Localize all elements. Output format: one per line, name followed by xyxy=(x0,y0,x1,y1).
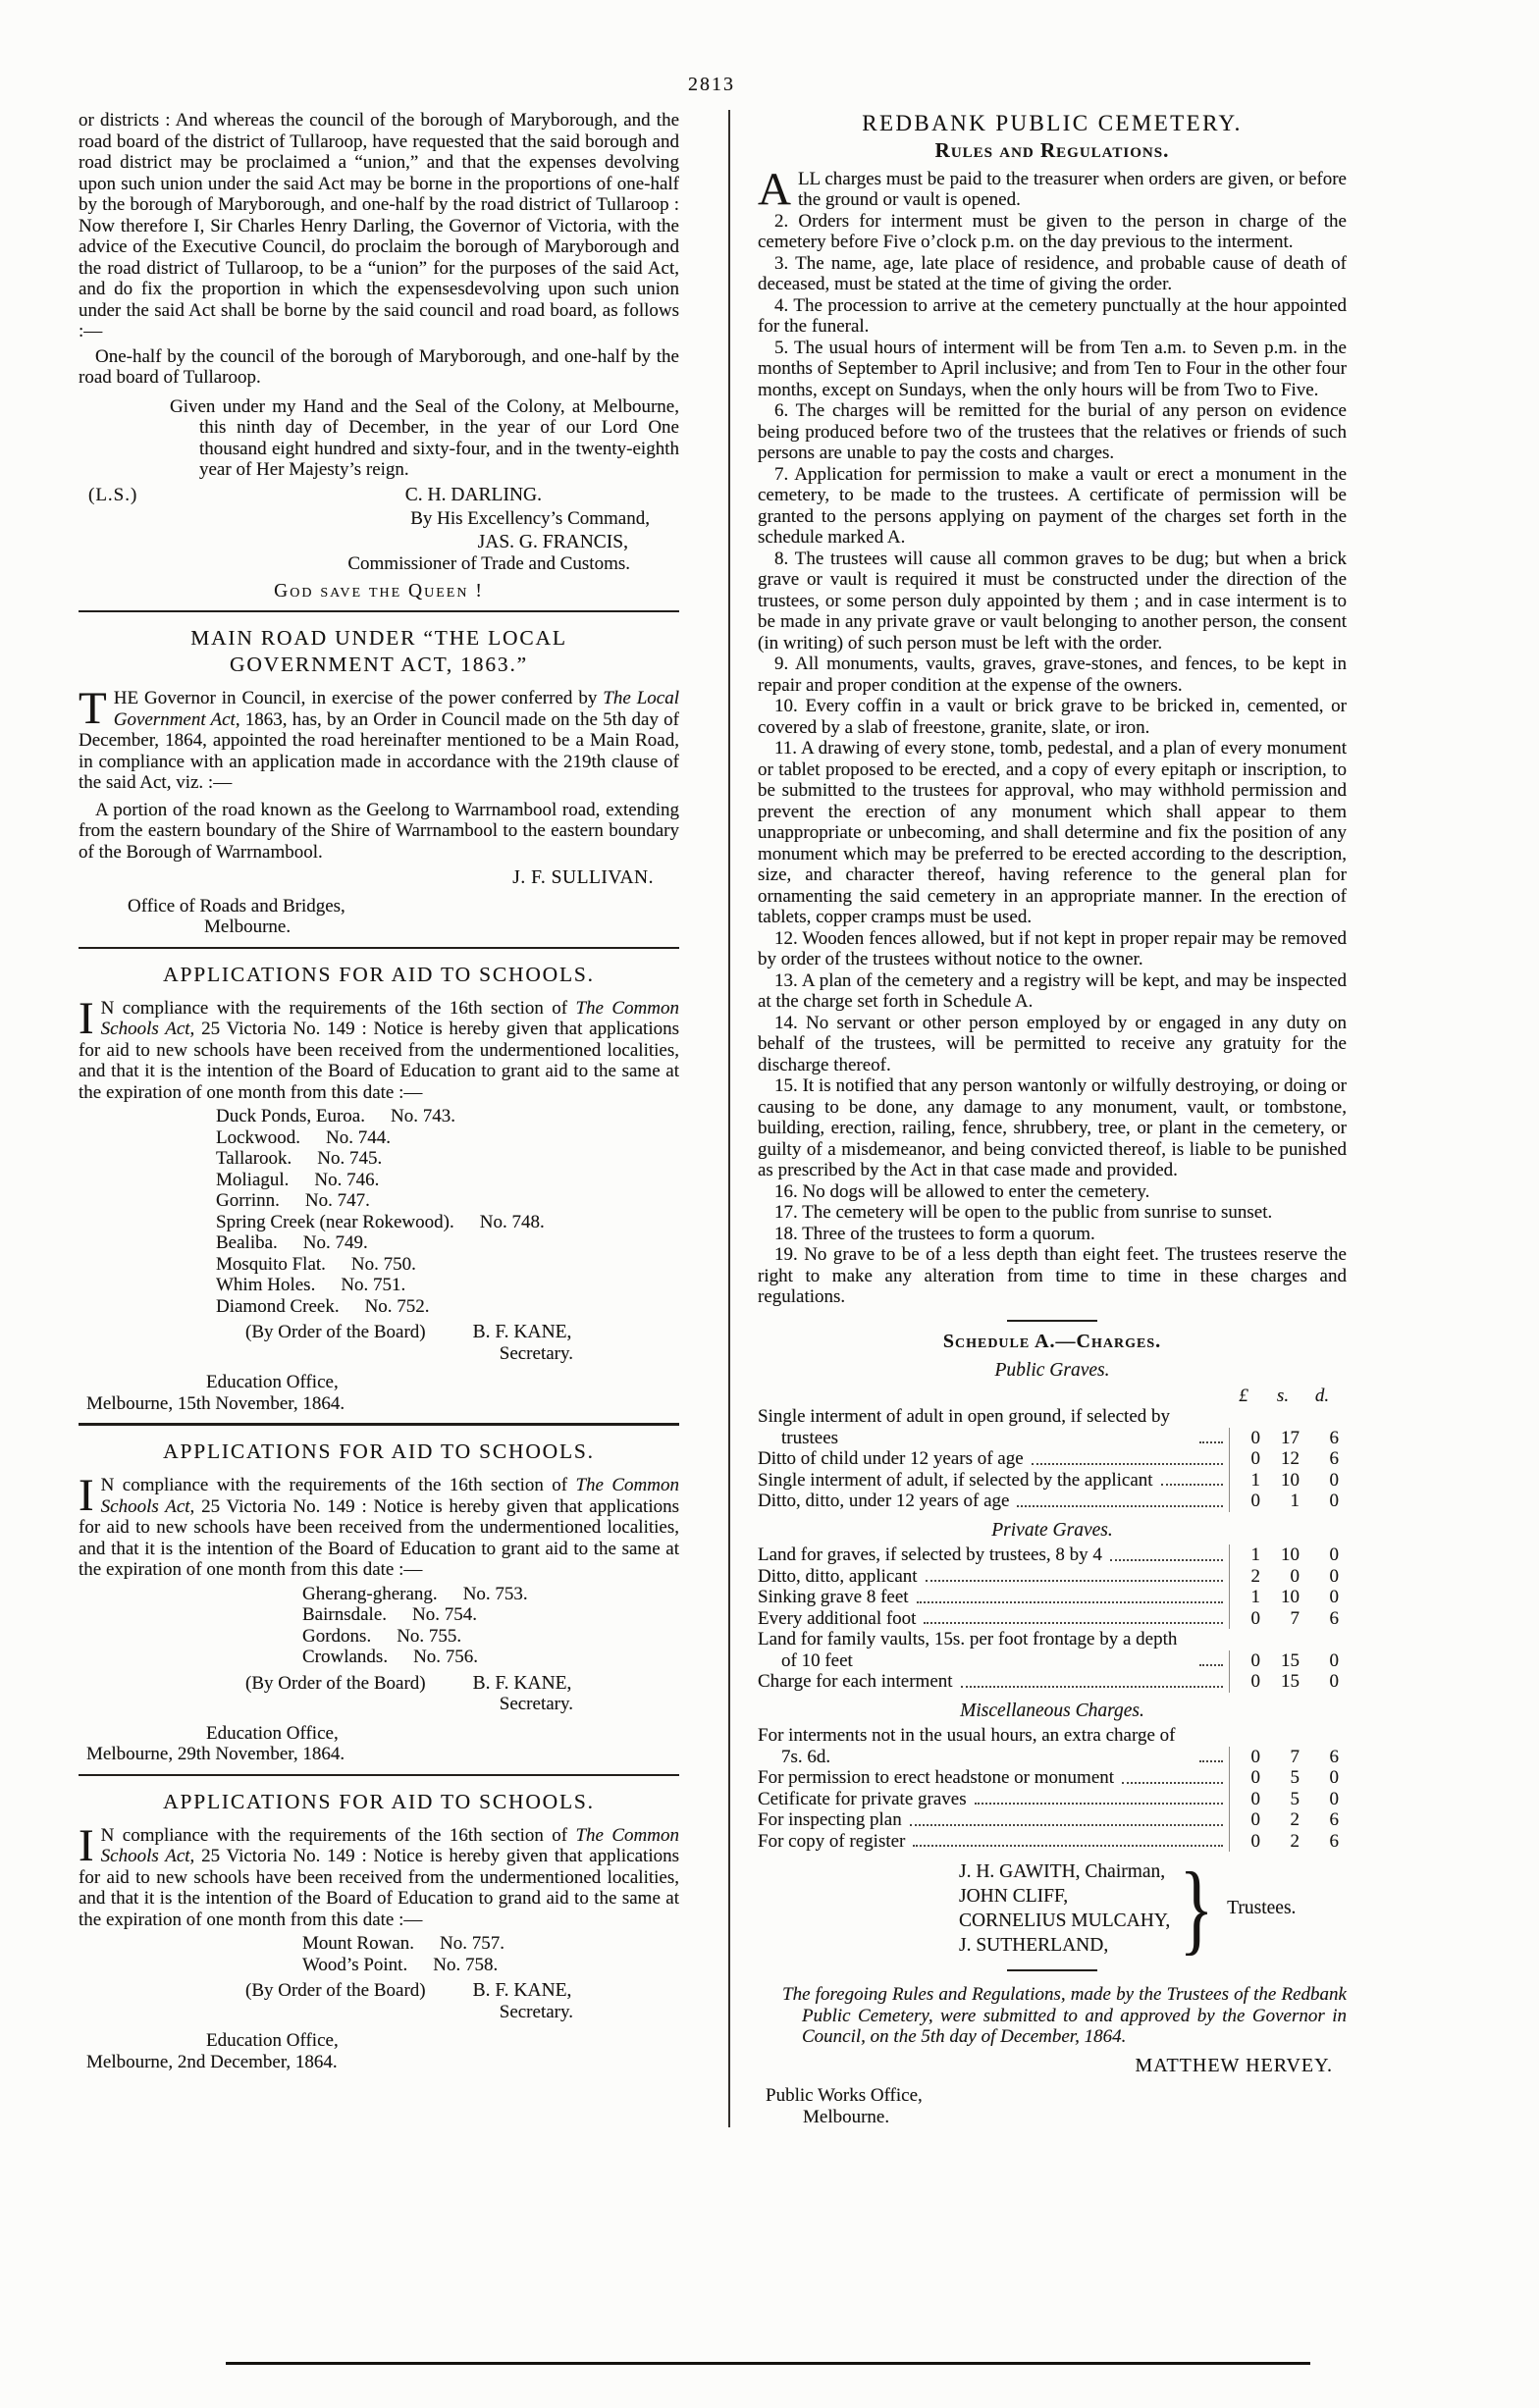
cemetery-rule: 9. All monuments, vaults, graves, grave-stones, and fences, to be kept in repair and proper condition at the expense of the owners. xyxy=(758,654,1347,696)
charge-row xyxy=(758,1789,1347,1810)
by-order-of-board: (By Order of the Board) xyxy=(245,1322,426,1342)
charge-description: Charge for each interment xyxy=(758,1671,953,1692)
education-office-date: Melbourne, 15th November, 1864. xyxy=(86,1392,345,1414)
schools-heading-3: APPLICATIONS FOR AID TO SCHOOLS. xyxy=(163,1789,595,1813)
schools-body-1 xyxy=(79,992,679,1104)
charge-description: Land for family vaults, 15s. per foot frontage by a depth of 10 feet xyxy=(758,1629,1178,1671)
school-list-item xyxy=(216,1148,679,1170)
public-graves-heading: Public Graves. xyxy=(994,1360,1110,1381)
pence-value: 0 xyxy=(1329,1469,1339,1491)
road-description: A portion of the road known as the Geelong to Warrnambool road, extending from the eastern boundary of the Shire of Warrnambool to the eastern boundary of the Borough of Warrnambool. xyxy=(79,799,679,863)
main-road-heading: MAIN ROAD UNDER “THE LOCAL GOVERNMENT ACT, 1863.” xyxy=(190,626,567,676)
private-graves-heading: Private Graves. xyxy=(991,1519,1113,1541)
school-list-item xyxy=(216,1170,679,1191)
by-order-row xyxy=(245,1673,679,1695)
commander-name: JAS. G. FRANCIS, xyxy=(477,531,628,552)
section-divider xyxy=(79,1423,679,1426)
school-name: Lockwood. xyxy=(216,1126,301,1148)
trustees-signature-block xyxy=(959,1852,1347,1964)
pounds-value: 1 xyxy=(1229,1587,1268,1608)
dot-leader xyxy=(1110,1559,1223,1561)
secretary-title: Secretary. xyxy=(499,1694,573,1714)
school-list-1 xyxy=(79,1106,679,1317)
trustee-name: CORNELIUS MULCAHY, xyxy=(959,1911,1171,1931)
cemetery-rule: 15. It is notified that any person wantonly or wilfully destroying, or doing or causing to be done, any damage to any monument, vault, or tombstone, building, erection, railing, fence, shrubbery, tree, or plant in the cemetery, or guilty of a misdemeanor, and being convicted thereof, is liable to be punished as prescribed by the Act in that case made and provided. xyxy=(758,1075,1347,1180)
dropcap-i: I xyxy=(79,1470,94,1521)
charge-description: Ditto, ditto, under 12 years of age xyxy=(758,1491,1010,1511)
schools-body-pre: N compliance with the requirements of the 16th section of xyxy=(100,1475,576,1495)
charge-description: Ditto of child under 12 years of age xyxy=(758,1448,1024,1469)
school-number: No. 756. xyxy=(413,1647,479,1667)
trustee-name: J. SUTHERLAND, xyxy=(959,1935,1109,1956)
sullivan-signature: J. F. SULLIVAN. xyxy=(512,867,654,888)
hervey-signature: MATTHEW HERVEY. xyxy=(1135,2054,1333,2076)
by-order-of-board: (By Order of the Board) xyxy=(245,1672,426,1694)
school-number: No. 748. xyxy=(479,1211,545,1232)
charge-row xyxy=(758,1629,1347,1671)
school-list-item xyxy=(302,1626,679,1648)
cemetery-rule: 3. The name, age, late place of residence, and probable cause of death of deceased, must be stated at the time of giving the order. xyxy=(758,252,1347,294)
cemetery-rule-1 xyxy=(758,163,1347,215)
charge-row xyxy=(758,1587,1347,1608)
trustees-brace: } xyxy=(1179,1852,1214,1964)
cemetery-rule: 6. The charges will be remitted for the burial of any person on evidence being produced before two of the trustees that the relatives or friends of such persons are unable to pay the costs and charges. xyxy=(758,400,1347,463)
schools-body-2 xyxy=(79,1470,679,1581)
public-works-office-line: Public Works Office, xyxy=(766,2085,923,2106)
dot-leader xyxy=(961,1686,1223,1688)
left-column xyxy=(79,110,679,2127)
section-divider xyxy=(79,610,679,612)
cemetery-rule: 10. Every coffin in a vault or brick grave to be bricked in, cemented, or covered by a slab of freestone, granite, slate, or iron. xyxy=(758,696,1347,738)
given-under-hand-paragraph: Given under my Hand and the Seal of the Colony, at Melbourne, this ninth day of December, in the year of our Lord One thousand eight hundred and sixty-four, and in the twenty-eighth year of Her Majesty’s reign. xyxy=(170,395,679,480)
local-government-act-title: The Local Government Act xyxy=(113,688,680,730)
shillings-header: s. xyxy=(1276,1385,1290,1406)
charge-row xyxy=(758,1544,1347,1566)
school-list-item xyxy=(216,1254,679,1276)
public-works-office-city: Melbourne. xyxy=(803,2106,890,2127)
charge-description: For interments not in the usual hours, an extra charge of 7s. 6d. xyxy=(758,1725,1176,1767)
dropcap-a: A xyxy=(758,163,791,215)
locus-sigilli: (L.S.) xyxy=(88,484,138,505)
pounds-value: 0 xyxy=(1229,1608,1268,1630)
charge-description: For inspecting plan xyxy=(758,1809,902,1830)
god-save-the-queen: God save the Queen ! xyxy=(274,580,484,602)
pounds-value: 0 xyxy=(1229,1767,1268,1789)
school-number: No. 743. xyxy=(390,1106,455,1126)
dot-leader xyxy=(1032,1463,1223,1465)
charge-row xyxy=(758,1671,1347,1693)
trustee-name: J. H. GAWITH, Chairman, xyxy=(959,1861,1166,1882)
school-list-item xyxy=(216,1106,679,1127)
school-name: Bealiba. xyxy=(216,1232,278,1253)
commander-title: Commissioner of Trade and Customs. xyxy=(347,553,630,574)
command-line: By His Excellency’s Command, xyxy=(410,508,650,529)
secretary-signature: B. F. KANE, xyxy=(472,1322,572,1342)
pounds-value: 0 xyxy=(1229,1671,1268,1693)
main-road-body-pre: HE Governor in Council, in exercise of the power conferred by xyxy=(113,688,604,708)
shillings-value: 7 xyxy=(1290,1607,1300,1629)
governor-signature: C. H. DARLING. xyxy=(404,484,542,505)
currency-header-row xyxy=(758,1386,1347,1407)
trustees-label: Trustees. xyxy=(1227,1898,1297,1919)
school-list-item xyxy=(216,1232,679,1254)
trustee-name: JOHN CLIFF, xyxy=(959,1886,1069,1907)
charge-row xyxy=(758,1470,1347,1492)
pounds-value: 0 xyxy=(1229,1747,1268,1768)
proclamation-continuation: or districts : And whereas the council of the borough of Maryborough, and the road board of the district of Tullaroop, have requested that the said borough and road district may be proclaimed a “union,” and that the expenses devolving upon such union under the said Act may be borne in the proportions of one-half by the borough of Maryborough, and one-half by the road district of Tullaroop : Now therefore I, Sir Charles Henry Darling, the Governor of Victoria, with the advice of the Executive Council, do proclaim the borough of Maryborough and the road district of Tullaroop, to be a “union” for the purposes of the said Act, and do fix the proportion in which the expensesdevolving upon such union under the said Act shall be borne by the said council and road board, as follows :— xyxy=(79,110,679,341)
pence-value: 0 xyxy=(1329,1767,1339,1788)
school-name: Moliagul. xyxy=(216,1169,290,1190)
main-road-body xyxy=(79,683,680,794)
cemetery-rule: 7. Application for permission to make a vault or erect a monument in the cemetery, to be made to the trustees. A certificate of permission will be granted to the persons applying on payment of the charges set forth in the schedule marked A. xyxy=(758,463,1347,548)
charge-row xyxy=(758,1831,1347,1853)
approval-divider xyxy=(1007,1969,1097,1971)
charge-description: For permission to erect headstone or monument xyxy=(758,1767,1115,1788)
school-list-2 xyxy=(79,1584,679,1668)
education-office-line: Education Office, xyxy=(206,2030,339,2051)
dropcap-i: I xyxy=(79,1819,94,1871)
school-name: Gorrinn. xyxy=(216,1190,280,1211)
secretary-title: Secretary. xyxy=(499,2001,573,2022)
apportionment-paragraph: One-half by the council of the borough of Maryborough, and one-half by the road board of Tullaroop. xyxy=(79,345,679,388)
cemetery-rule: 11. A drawing of every stone, tomb, pedestal, and a plan of every monument or tablet proposed to be erected, and a copy of every epitaph or inscription, to be submitted to the trustees for approval, who may withhold permission and prevent the erection of any monument which shall appear to them unappropriate or unbecoming, and shall determine and fix the position of any monument which may be preferred to be erected according to the description, size, and character thereof, having reference to the general plan for ornamenting the said cemetery in an appropriate manner. In the erection of tablets, copper cramps must be used. xyxy=(758,738,1347,927)
charge-description: For copy of register xyxy=(758,1830,906,1852)
school-number: No. 754. xyxy=(412,1604,477,1625)
charge-description: Single interment of adult in open ground, if selected by trustees xyxy=(758,1406,1171,1448)
schools-body-3 xyxy=(79,1819,679,1931)
dropcap-i: I xyxy=(79,992,94,1044)
pence-value: 0 xyxy=(1329,1649,1339,1671)
pence-value: 6 xyxy=(1329,1607,1339,1629)
education-office-line: Education Office, xyxy=(206,1372,339,1392)
cemetery-rule: 13. A plan of the cemetery and a registry will be kept, and may be inspected at the charge set forth in Schedule A. xyxy=(758,969,1347,1012)
section-divider xyxy=(79,1774,679,1776)
cemetery-rule: 16. No dogs will be allowed to enter the cemetery. xyxy=(774,1180,1150,1202)
education-office-line: Education Office, xyxy=(206,1722,339,1744)
pounds-value: 0 xyxy=(1229,1789,1268,1810)
secretary-signature: B. F. KANE, xyxy=(472,1980,572,2001)
pence-value: 0 xyxy=(1329,1544,1339,1565)
education-office-date: Melbourne, 2nd December, 1864. xyxy=(86,2051,338,2072)
cemetery-rule: 14. No servant or other person employed by or engaged in any duty on behalf of the trustees, will be permitted to receive any gratuity for the discharge thereof. xyxy=(758,1012,1347,1075)
school-number: No. 752. xyxy=(364,1295,430,1317)
charge-row xyxy=(758,1491,1347,1512)
school-list-item xyxy=(302,1955,679,1976)
pence-value: 6 xyxy=(1329,1746,1339,1767)
charge-row xyxy=(758,1406,1347,1448)
shillings-value: 12 xyxy=(1281,1448,1300,1469)
shillings-value: 10 xyxy=(1281,1544,1300,1565)
dropcap-t: T xyxy=(79,683,107,734)
school-number: No. 758. xyxy=(433,1954,499,1975)
shillings-value: 15 xyxy=(1281,1649,1300,1671)
charge-row xyxy=(758,1448,1347,1470)
pounds-value: 2 xyxy=(1229,1566,1268,1588)
shillings-value: 0 xyxy=(1290,1565,1300,1587)
section-divider xyxy=(79,947,679,949)
pounds-value: 0 xyxy=(1229,1650,1268,1672)
shillings-value: 10 xyxy=(1281,1469,1300,1491)
shillings-value: 17 xyxy=(1281,1427,1300,1448)
pounds-value: 0 xyxy=(1229,1491,1268,1512)
miscellaneous-charges-heading: Miscellaneous Charges. xyxy=(960,1700,1144,1721)
seal-signature-row xyxy=(79,485,679,506)
by-order-row xyxy=(245,1322,679,1343)
by-order-row xyxy=(245,1980,679,2002)
dot-leader xyxy=(1122,1782,1223,1784)
pounds-value: 0 xyxy=(1229,1428,1268,1449)
main-road-body-post: , 1863, has, by an Order in Council made on the 5th day of December, 1864, appointed the road hereinafter mentioned to be a Main Road, in compliance with an application made in accordance with the 219th clause of the said Act, viz. :— xyxy=(79,708,679,793)
pence-value: 0 xyxy=(1329,1565,1339,1587)
school-list-item xyxy=(216,1212,679,1233)
common-schools-act-title: The Common Schools Act xyxy=(100,1824,679,1866)
school-list-item xyxy=(302,1584,679,1605)
school-name: Mount Rowan. xyxy=(302,1933,414,1954)
school-name: Tallarook. xyxy=(216,1148,292,1169)
school-name: Diamond Creek. xyxy=(216,1295,340,1317)
pounds-header: £ xyxy=(1239,1385,1248,1406)
dot-leader xyxy=(913,1845,1223,1847)
charge-row xyxy=(758,1767,1347,1789)
cemetery-rule: 5. The usual hours of interment will be from Ten a.m. to Seven p.m. in the months of September to April inclusive; and from Ten to Four in the other four months, except on Sundays, when the only hours will be from Two to Five. xyxy=(758,337,1347,400)
dot-leader xyxy=(917,1601,1223,1603)
school-list-item xyxy=(302,1604,679,1626)
shillings-value: 15 xyxy=(1281,1671,1300,1692)
cemetery-rule: 17. The cemetery will be open to the public from sunrise to sunset. xyxy=(774,1202,1273,1223)
school-name: Mosquito Flat. xyxy=(216,1253,326,1275)
charge-row xyxy=(758,1809,1347,1831)
charge-row xyxy=(758,1566,1347,1588)
cemetery-rule: 19. No grave to be of a less depth than eight feet. The trustees reserve the right to make any alteration from time to time in these charges and regulations. xyxy=(758,1244,1347,1307)
school-number: No. 755. xyxy=(397,1625,462,1647)
shillings-value: 10 xyxy=(1281,1587,1300,1607)
education-office-date: Melbourne, 29th November, 1864. xyxy=(86,1744,345,1764)
schools-body-post: , 25 Victoria No. 149 : Notice is hereby given that applications for aid to new schools have been received from the undermentioned localities, and that it is the intention of the Board of Education to grand aid to the same at the expiration of one month from this date :— xyxy=(79,1846,679,1930)
dot-leader xyxy=(1017,1505,1223,1507)
pounds-value: 0 xyxy=(1229,1809,1268,1831)
pounds-value: 0 xyxy=(1229,1831,1268,1853)
school-number: No. 745. xyxy=(317,1148,383,1169)
school-name: Bairnsdale. xyxy=(302,1604,388,1625)
schedule-heading: Schedule A.—Charges. xyxy=(942,1330,1162,1352)
common-schools-act-title: The Common Schools Act xyxy=(100,1475,679,1517)
secretary-title: Secretary. xyxy=(499,1342,573,1364)
shillings-value: 7 xyxy=(1290,1746,1300,1767)
cemetery-rule: 18. Three of the trustees to form a quorum. xyxy=(774,1223,1095,1244)
pounds-value: 1 xyxy=(1229,1470,1268,1492)
school-list-item xyxy=(216,1127,679,1149)
cemetery-rule: 8. The trustees will cause all common graves to be dug; but when a brick grave or vault is required it must be constructed under the direction of the trustees, or some person duly appointed by them ; and in case interment is to be made in any private grave or vault belonging to another person, the consent (in writing) of such person must be left with the order. xyxy=(758,548,1347,654)
school-name: Wood’s Point. xyxy=(302,1954,408,1975)
school-name: Crowlands. xyxy=(302,1647,389,1667)
pence-value: 0 xyxy=(1329,1587,1339,1607)
right-column xyxy=(728,110,1347,2127)
pence-value: 0 xyxy=(1329,1491,1339,1511)
dot-leader xyxy=(1199,1441,1223,1443)
pence-header: d. xyxy=(1314,1385,1330,1406)
rule-1-body: LL charges must be paid to the treasurer when orders are given, or before the ground or vault is opened. xyxy=(797,168,1347,210)
school-name: Spring Creek (near Rokewood). xyxy=(216,1211,454,1232)
school-name: Duck Ponds, Euroa. xyxy=(216,1106,365,1126)
trustee-names xyxy=(959,1859,1170,1958)
pence-value: 6 xyxy=(1329,1427,1339,1448)
charge-description: Cetificate for private graves xyxy=(758,1788,967,1809)
cemetery-rule: 12. Wooden fences allowed, but if not kept in proper repair may be removed by order of the trustees without notice to the owner. xyxy=(758,927,1347,969)
by-order-of-board: (By Order of the Board) xyxy=(245,1980,426,2001)
pence-value: 0 xyxy=(1329,1671,1339,1692)
page-bottom-rule xyxy=(226,2362,1310,2365)
school-list-item xyxy=(302,1933,679,1955)
school-number: No. 746. xyxy=(314,1169,380,1190)
school-name: Whim Holes. xyxy=(216,1275,316,1295)
pounds-value: 0 xyxy=(1229,1448,1268,1470)
school-number: No. 744. xyxy=(326,1126,391,1148)
rules-subheading: Rules and Regulations. xyxy=(934,138,1170,162)
schools-body-pre: N compliance with the requirements of the 16th section of xyxy=(100,997,576,1019)
shillings-value: 2 xyxy=(1290,1830,1300,1852)
school-number: No. 751. xyxy=(341,1275,406,1295)
charge-description: Single interment of adult, if selected by the applicant xyxy=(758,1469,1153,1491)
school-number: No. 747. xyxy=(304,1190,370,1211)
school-name: Gherang-gherang. xyxy=(302,1583,438,1604)
cemetery-heading: REDBANK PUBLIC CEMETERY. xyxy=(862,111,1243,135)
school-list-item xyxy=(216,1190,679,1212)
school-list-3 xyxy=(79,1933,679,1975)
schools-body-post: , 25 Victoria No. 149 : Notice is hereby given that applications for aid to new schools have been received from the undermentioned localities, and that it is the intention of the Board of Education to grant aid to the same at the expiration of one month from this date :— xyxy=(79,1019,679,1103)
shillings-value: 5 xyxy=(1290,1767,1300,1788)
page-number: 2813 xyxy=(688,74,735,95)
charge-description: Land for graves, if selected by trustees, 8 by 4 xyxy=(758,1544,1102,1565)
pounds-value: 1 xyxy=(1229,1544,1268,1566)
shillings-value: 1 xyxy=(1290,1491,1300,1511)
school-number: No. 749. xyxy=(302,1232,368,1253)
school-number: No. 750. xyxy=(350,1253,416,1275)
cemetery-rule: 4. The procession to arrive at the cemetery punctually at the hour appointed for the funeral. xyxy=(758,294,1347,337)
pence-value: 6 xyxy=(1329,1809,1339,1830)
dot-leader xyxy=(975,1803,1223,1805)
pence-value: 6 xyxy=(1329,1830,1339,1852)
school-number: No. 753. xyxy=(462,1583,528,1604)
dot-leader xyxy=(924,1622,1223,1624)
dot-leader xyxy=(926,1580,1223,1582)
charge-row xyxy=(758,1608,1347,1630)
school-name: Gordons. xyxy=(302,1625,372,1647)
approval-paragraph: The foregoing Rules and Regulations, made by the Trustees of the Redbank Public Cemetery, were submitted to and approved by the Governor in Council, on the 5th day of December, 1864. xyxy=(782,1984,1347,2047)
shillings-value: 5 xyxy=(1290,1788,1300,1809)
schools-heading-2: APPLICATIONS FOR AID TO SCHOOLS. xyxy=(163,1440,595,1463)
school-number: No. 757. xyxy=(440,1933,504,1954)
dot-leader xyxy=(1199,1760,1223,1762)
pence-value: 6 xyxy=(1329,1448,1339,1469)
common-schools-act-title: The Common Schools Act xyxy=(100,997,679,1039)
charge-description: Sinking grave 8 feet xyxy=(758,1587,909,1607)
school-list-item xyxy=(216,1296,679,1318)
cemetery-rule: 2. Orders for interment must be given to the person in charge of the cemetery before Five o’clock p.m. on the day previous to the interment. xyxy=(758,210,1347,252)
school-list-item xyxy=(216,1275,679,1296)
dot-leader xyxy=(1199,1664,1223,1666)
pence-value: 0 xyxy=(1329,1788,1339,1809)
dot-leader xyxy=(1161,1484,1223,1486)
charge-description: Ditto, ditto, applicant xyxy=(758,1565,918,1587)
charge-row xyxy=(758,1725,1347,1767)
schedule-divider xyxy=(1007,1320,1097,1322)
schools-heading-1: APPLICATIONS FOR AID TO SCHOOLS. xyxy=(163,962,595,986)
secretary-signature: B. F. KANE, xyxy=(472,1672,572,1694)
schools-body-post: , 25 Victoria No. 149 : Notice is hereby given that applications for aid to new schools have been received from the undermentioned localities, and that it is the intention of the Board of Education to grant aid to the same at the expiration of one month from this date :— xyxy=(79,1495,679,1580)
schools-body-pre: N compliance with the requirements of the 16th section of xyxy=(100,1824,576,1846)
school-list-item xyxy=(302,1647,679,1668)
shillings-value: 2 xyxy=(1290,1809,1300,1830)
roads-office-line: Office of Roads and Bridges, xyxy=(128,895,345,916)
roads-office-city: Melbourne. xyxy=(204,916,292,937)
dot-leader xyxy=(910,1824,1223,1826)
charge-description: Every additional foot xyxy=(758,1607,917,1629)
